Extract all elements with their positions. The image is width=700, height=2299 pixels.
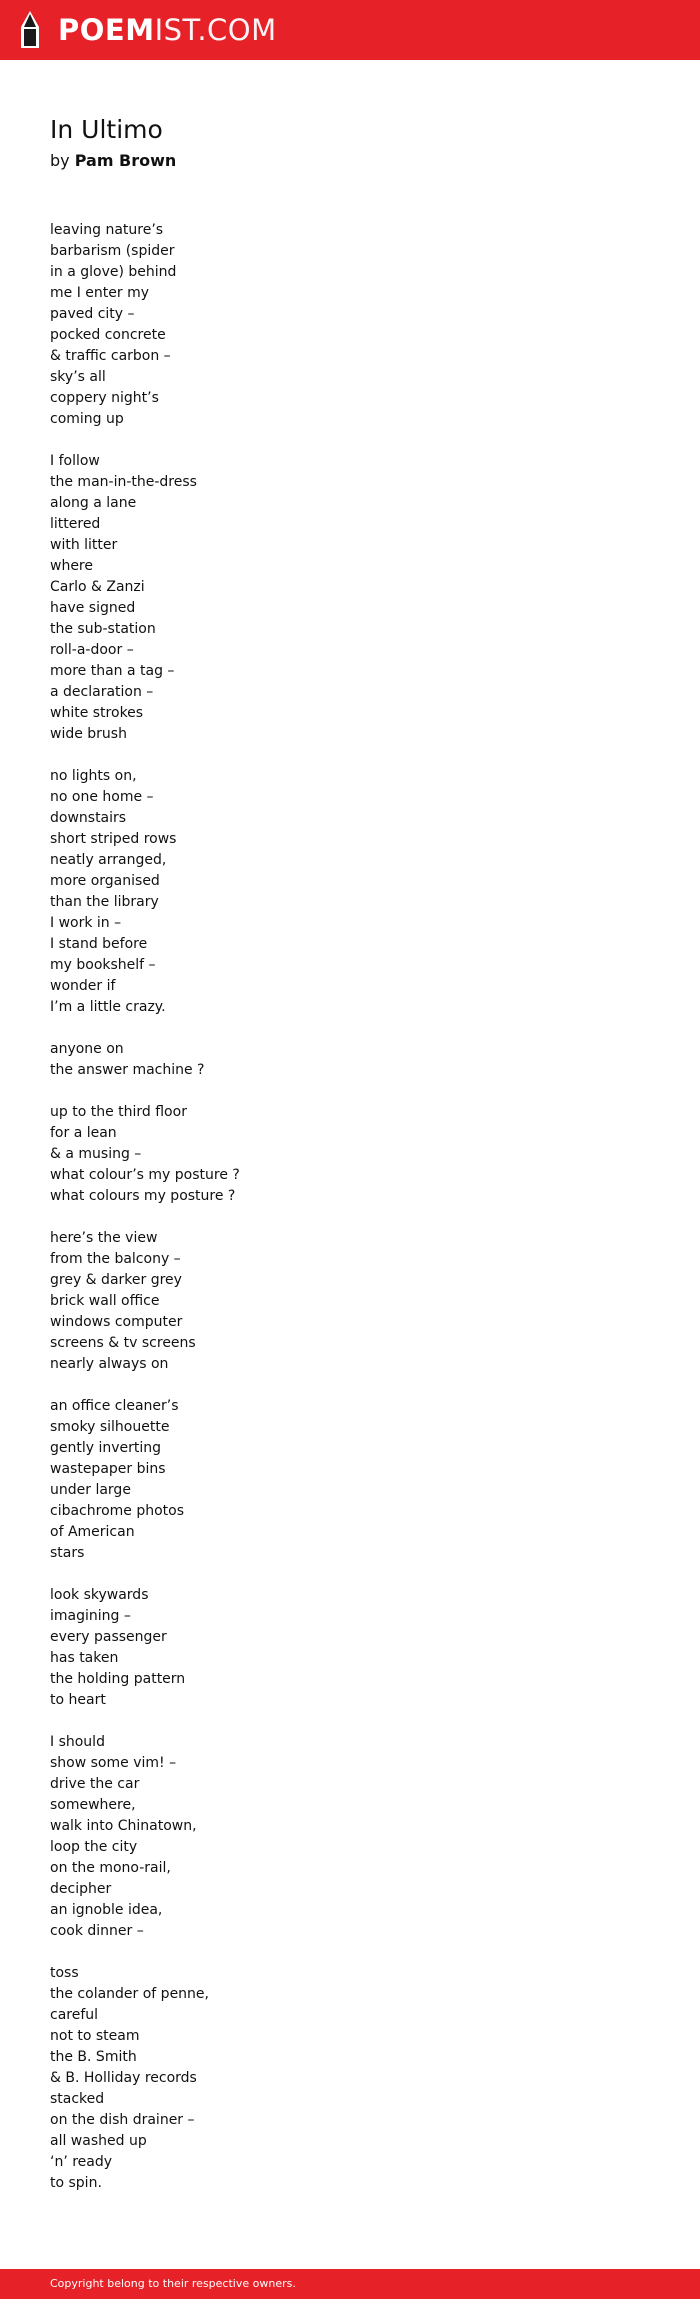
poem-line: careful bbox=[50, 2007, 99, 2023]
author-name: Pam Brown bbox=[74, 151, 177, 170]
poem-line: wide brush bbox=[50, 726, 127, 742]
poem-line: the answer machine ? bbox=[50, 1062, 205, 1078]
poem-stanza bbox=[50, 1039, 650, 1081]
poem-line: along a lane bbox=[50, 495, 137, 511]
brand-name bbox=[58, 10, 277, 50]
poem-line: no lights on, bbox=[50, 768, 137, 784]
poem-line: wonder if bbox=[50, 978, 116, 994]
poem-line: the sub-station bbox=[50, 621, 156, 637]
brand-bold: POEM bbox=[58, 13, 155, 47]
poem-line: imagining – bbox=[50, 1608, 131, 1624]
poem-line: the holding pattern bbox=[50, 1671, 186, 1687]
poem-line: roll-a-door – bbox=[50, 642, 134, 658]
poem-line: loop the city bbox=[50, 1839, 138, 1855]
poem-line: the B. Smith bbox=[50, 2049, 137, 2065]
poem-line: walk into Chinatown, bbox=[50, 1818, 197, 1834]
poem-line: the colander of penne, bbox=[50, 1986, 209, 2002]
poem-stanza bbox=[50, 1396, 650, 1564]
poem-line: no one home – bbox=[50, 789, 154, 805]
poem-line: I follow bbox=[50, 453, 100, 469]
poem-line: what colours my posture ? bbox=[50, 1188, 236, 1204]
poem-line: somewhere, bbox=[50, 1797, 136, 1813]
poem-line: barbarism (spider bbox=[50, 243, 175, 259]
poem-line: wastepaper bins bbox=[50, 1461, 166, 1477]
poem-line: neatly arranged, bbox=[50, 852, 167, 868]
poem-line: the man-in-the-dress bbox=[50, 474, 197, 490]
poem-line: coming up bbox=[50, 411, 124, 427]
poem-stanza bbox=[50, 1585, 650, 1711]
poem-line: stacked bbox=[50, 2091, 105, 2107]
poem-stanza bbox=[50, 451, 650, 745]
poem-line: brick wall office bbox=[50, 1293, 160, 1309]
poem-line: gently inverting bbox=[50, 1440, 162, 1456]
poem-line: on the mono-rail, bbox=[50, 1860, 171, 1876]
poem-line: nearly always on bbox=[50, 1356, 169, 1372]
poem-stanza bbox=[50, 766, 650, 1018]
poem-line: not to steam bbox=[50, 2028, 140, 2044]
byline bbox=[50, 150, 650, 172]
poem-title: In Ultimo bbox=[50, 115, 163, 144]
brand-light: IST.COM bbox=[154, 13, 277, 47]
poem-line: & B. Holliday records bbox=[50, 2070, 197, 2086]
poem-line: than the library bbox=[50, 894, 159, 910]
poem-stanza bbox=[50, 220, 650, 430]
site-logo[interactable] bbox=[18, 10, 277, 50]
poem-line: toss bbox=[50, 1965, 79, 1981]
poem-line: a declaration – bbox=[50, 684, 154, 700]
poem-line: under large bbox=[50, 1482, 131, 1498]
poem-line: with litter bbox=[50, 537, 118, 553]
poem-line: smoky silhouette bbox=[50, 1419, 170, 1435]
poem-line: paved city – bbox=[50, 306, 135, 322]
poem-line: decipher bbox=[50, 1881, 112, 1897]
poem-line: Carlo & Zanzi bbox=[50, 579, 145, 595]
poem-line: I work in – bbox=[50, 915, 122, 931]
poem-line: up to the third floor bbox=[50, 1104, 187, 1120]
poem-line: & traffic carbon – bbox=[50, 348, 171, 364]
poem-line: ‘n’ ready bbox=[50, 2154, 113, 2170]
poem-line: sky’s all bbox=[50, 369, 106, 385]
poem-line: I stand before bbox=[50, 936, 148, 952]
poem-line: downstairs bbox=[50, 810, 127, 826]
poem-line: short striped rows bbox=[50, 831, 177, 847]
poem-line: here’s the view bbox=[50, 1230, 158, 1246]
poem-line: I’m a little crazy. bbox=[50, 999, 166, 1015]
poem-line: every passenger bbox=[50, 1629, 167, 1645]
poem-line: to spin. bbox=[50, 2175, 102, 2191]
poem-line: what colour’s my posture ? bbox=[50, 1167, 240, 1183]
poem-stanza bbox=[50, 1963, 650, 2194]
poem-line: have signed bbox=[50, 600, 136, 616]
poem-line: where bbox=[50, 558, 93, 574]
poem-line: I should bbox=[50, 1734, 105, 1750]
poem-stanza bbox=[50, 1102, 650, 1207]
poem-stanza bbox=[50, 1228, 650, 1375]
poem-line: on the dish drainer – bbox=[50, 2112, 195, 2128]
poem-line: show some vim! – bbox=[50, 1755, 177, 1771]
poem-line: look skywards bbox=[50, 1587, 149, 1603]
poem-line: screens & tv screens bbox=[50, 1335, 196, 1351]
copyright-notice: Copyright belong to their respective owners. bbox=[50, 2277, 296, 2290]
poem-line: cibachrome photos bbox=[50, 1503, 185, 1519]
poem-line: anyone on bbox=[50, 1041, 124, 1057]
poem-line: from the balcony – bbox=[50, 1251, 181, 1267]
poem-content bbox=[50, 112, 650, 2194]
poem-line: all washed up bbox=[50, 2133, 147, 2149]
poem-line: for a lean bbox=[50, 1125, 117, 1141]
poem-line: & a musing – bbox=[50, 1146, 142, 1162]
byline-prefix: by bbox=[50, 151, 70, 170]
site-header bbox=[0, 0, 700, 60]
poem-line: my bookshelf – bbox=[50, 957, 156, 973]
poem-line: an office cleaner’s bbox=[50, 1398, 179, 1414]
poem-line: in a glove) behind bbox=[50, 264, 177, 280]
poem-line: has taken bbox=[50, 1650, 119, 1666]
poem-stanza bbox=[50, 1732, 650, 1942]
poem-line: coppery night’s bbox=[50, 390, 159, 406]
poem-line: cook dinner – bbox=[50, 1923, 144, 1939]
poem-line: of American bbox=[50, 1524, 135, 1540]
pen-nib-icon bbox=[18, 10, 42, 50]
poem-line: me I enter my bbox=[50, 285, 149, 301]
poem-line: drive the car bbox=[50, 1776, 140, 1792]
poem-line: to heart bbox=[50, 1692, 106, 1708]
poem-line: more than a tag – bbox=[50, 663, 175, 679]
site-footer bbox=[0, 2269, 700, 2299]
poem-body bbox=[50, 220, 650, 2194]
poem-line: an ignoble idea, bbox=[50, 1902, 163, 1918]
poem-line: littered bbox=[50, 516, 101, 532]
poem-line: stars bbox=[50, 1545, 85, 1561]
poem-line: white strokes bbox=[50, 705, 144, 721]
poem-line: windows computer bbox=[50, 1314, 183, 1330]
poem-line: pocked concrete bbox=[50, 327, 166, 343]
poem-line: leaving nature’s bbox=[50, 222, 164, 238]
poem-line: grey & darker grey bbox=[50, 1272, 182, 1288]
poem-line: more organised bbox=[50, 873, 160, 889]
